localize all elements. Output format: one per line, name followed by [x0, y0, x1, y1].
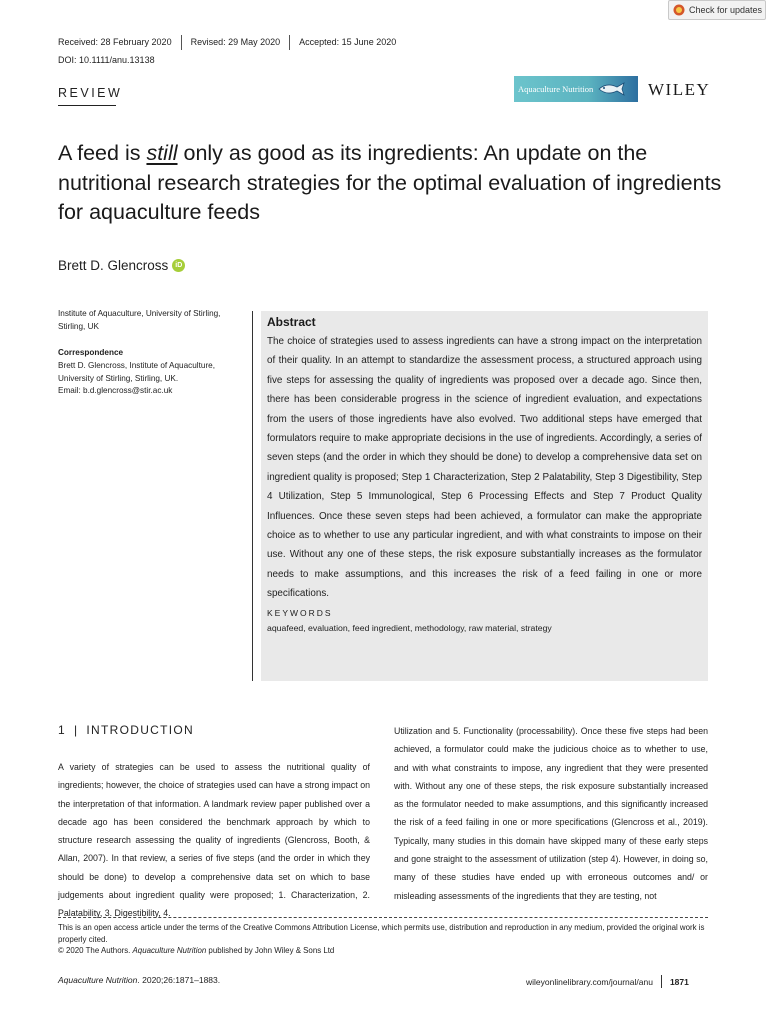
title-start: A feed is [58, 141, 147, 165]
correspondence-email[interactable]: Email: b.d.glencross@stir.ac.uk [58, 386, 173, 395]
correspondence-address: Brett D. Glencross, Institute of Aquaculture, University of Stirling, Stirling, UK. [58, 361, 216, 383]
fish-icon [597, 80, 627, 98]
heading-separator: | [73, 723, 79, 737]
license-notice [58, 922, 708, 957]
section-number: 1 [58, 723, 66, 737]
footer-citation: . 2020;26:1871–1883. [137, 975, 221, 985]
date-divider [289, 35, 290, 50]
page-number: 1871 [669, 976, 689, 987]
abstract-box [261, 311, 708, 681]
title-end: only as good as its ingredients: An update on the nutritional research strategies for the optimal evaluation of ingredients for aquaculture feeds [58, 141, 722, 224]
journal-url[interactable]: wileyonlinelibrary.com/journal/anu [526, 976, 653, 987]
received-date: Received: 28 February 2020 [58, 37, 172, 47]
correspondence-heading: Correspondence [58, 348, 124, 357]
abstract-text: The choice of strategies used to assess ingredients can have a strong impact on the interpretation of their quality. In an attempt to standardize the assessment process, a structured approach using five steps for assessing the quality of ingredients was proposed over a decade ago. Since then, there has been considerable progress in the science of ingredient evaluation, and expectations from the users of those ingredients have also evolved. Two additional steps have emerged that formulators require to make appropriate decisions in the use of ingredients. Accordingly, a series of seven steps (and the order in which they should be done) to develop a comprehensive data set on ingredient quality is proposed; Step 1 Characterization, Step 2 Palatability, Step 3 Digestibility, Step 4 Utilization, Step 5 Immunological, Step 6 Processing Effects and Step 7 Product Quality Influences. Once these seven steps had been achieved, a formulator can make the appropriate choice as to whether to use any particular ingredient, and with what constraints to impose on their use. Without any one of these steps, the risk exposure substantially increases as the formulator needs to make assumptions, and this increases the risk of a feed failing in one or more specifications. [267, 336, 702, 600]
accepted-date: Accepted: 15 June 2020 [299, 37, 397, 47]
title-emphasis: still [146, 141, 178, 165]
citation-footer [58, 975, 220, 985]
revised-date: Revised: 29 May 2020 [190, 37, 281, 47]
copyright-journal: Aquaculture Nutrition [132, 946, 207, 955]
section-title: INTRODUCTION [86, 723, 194, 737]
check-for-updates-button[interactable] [668, 0, 766, 20]
author [58, 258, 185, 273]
column-divider [252, 311, 253, 681]
copyright-line [58, 945, 708, 957]
orcid-icon[interactable]: iD [172, 259, 185, 272]
body-text-right-column: Utilization and 5. Functionality (processability). Once these five steps had been achieved, a formulator could make the judicious choice as to whether to use, and with what constraints to impose, any ingredient that they were presented with. Without any one of these steps, the risk exposure substantially increased as the formulator needed to make assumptions, and this significantly increased the risk of a feed failing in one or more specifications (Glencross et al., 2019). Typically, many studies in this domain have skipped many of these early steps and gone straight to the assessment of utilization (step 4). However, in doing so, many of these studies have ended up with erroneous outcomes and/ or misleading assessments of the ingredients that they are testing, not [394, 726, 708, 901]
date-divider [181, 35, 182, 50]
license-text: This is an open access article under the terms of the Creative Commons Attribution License, which permits use, distribution and reproduction in any medium, provided the original work is properly cited. [58, 923, 705, 944]
introduction-heading [58, 723, 194, 737]
article-title [58, 139, 738, 228]
footer-right [526, 975, 689, 988]
footer-journal: Aquaculture Nutrition [58, 975, 138, 985]
journal-logo [514, 76, 638, 102]
correspondence-details [58, 360, 248, 398]
author-name[interactable]: Brett D. Glencross [58, 258, 169, 273]
affiliation: Institute of Aquaculture, University of Stirling, Stirling, UK [58, 309, 221, 331]
section-underline [58, 105, 116, 106]
footer-divider [661, 975, 662, 988]
copyright-publisher: published by John Wiley & Sons Ltd [206, 946, 335, 955]
publisher-logo: WILEY [648, 80, 711, 99]
keywords-heading: KEYWORDS [267, 607, 333, 618]
journal-logo-text: Aquaculture Nutrition [518, 84, 594, 94]
license-divider [58, 917, 708, 918]
check-for-updates-label: Check for updates [689, 5, 763, 15]
abstract-heading: Abstract [267, 315, 316, 329]
section-label: REVIEW [58, 86, 123, 100]
update-badge-icon [673, 4, 685, 16]
body-text-left-column: A variety of strategies can be used to assess the nutritional quality of ingredients; however, the choice of strategies used can have a strong impact on the interpretation of that information. A landmark review paper published over a decade ago has been considered the benchmark approach by which to structure research assessing the quality of ingredients (Glencross, Booth, & Allan, 2007). In that review, a series of five steps (and the order in which they should be done) to develop a comprehensive data set on which to base judgements about ingredient quality were proposed; 1. Characterization, 2. Palatability, 3. Digestibility, 4. [58, 762, 370, 919]
keywords-list: aquafeed, evaluation, feed ingredient, methodology, raw material, strategy [267, 622, 552, 633]
doi[interactable]: DOI: 10.1111/anu.13138 [58, 55, 155, 65]
history-dates [58, 35, 396, 49]
copyright-prefix: © 2020 The Authors. [58, 946, 133, 955]
